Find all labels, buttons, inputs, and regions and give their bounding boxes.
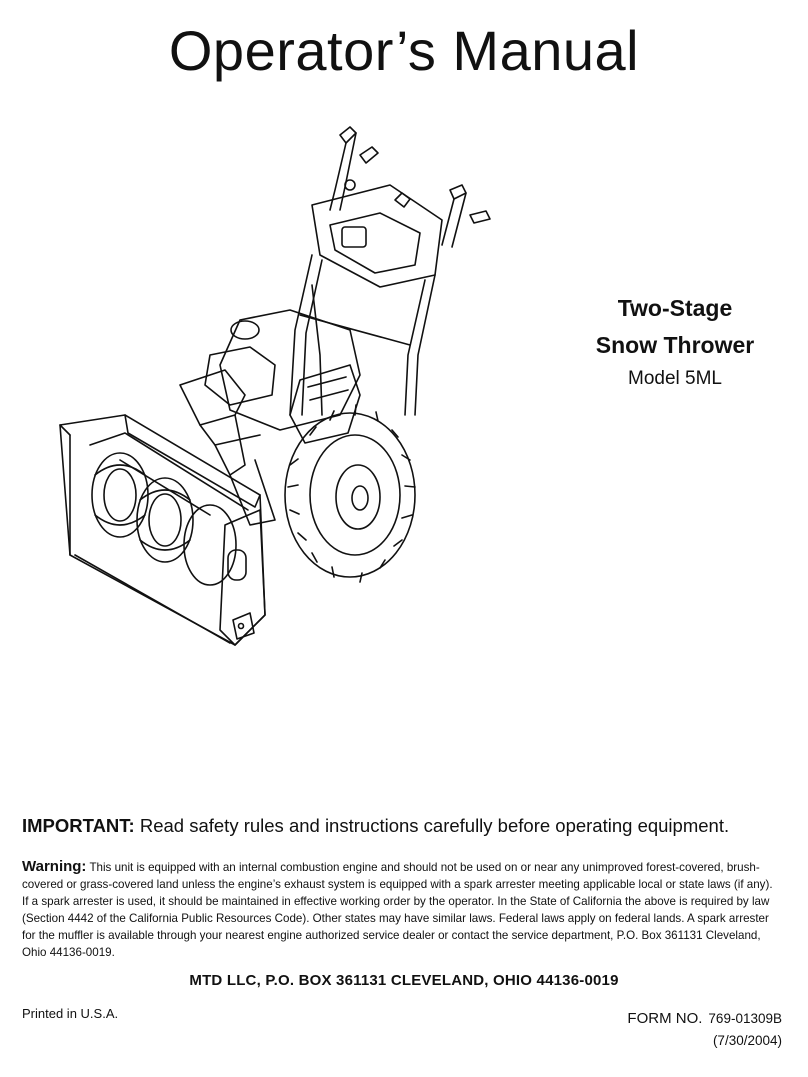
auger-housing (60, 415, 265, 645)
manual-title: Operator’s Manual (168, 19, 640, 82)
form-date: (7/30/2004) (712, 1033, 782, 1048)
product-type-line1: Two-Stage (617, 295, 733, 321)
warning-text: This unit is equipped with an internal combustion engine and should not be used on or near any unimproved forest-covered, brush-covered or grass-covered land unless the engine’s exhaust system is equipped with a spark arrester meeting applicable local or state laws (if any). If a spark arrester is used, it should be maintained in effective working order by the operator. In the State of California the above is required by law (Section 4442 of the California Public Resources Code). Other states may have similar laws. Federal laws apply on federal lands. A spark arrester for the muffler is available through your nearest engine authorized service dealer or contact the service department, P.O. Box 361131 Cleveland, Ohio 44136-0019. (22, 861, 773, 959)
control-panel (312, 180, 442, 287)
engine (205, 310, 360, 443)
important-text: Read safety rules and instructions carefully before operating equipment. (134, 815, 730, 836)
form-info (627, 1008, 782, 1052)
important-label: IMPORTANT: (22, 815, 135, 836)
snow-thrower-illustration (50, 115, 500, 675)
important-notice (22, 815, 792, 837)
wheel (285, 405, 415, 582)
warning-notice (22, 858, 782, 961)
company-address: MTD LLC, P.O. BOX 361131 CLEVELAND, OHIO 44136-0019 (189, 972, 619, 989)
form-number: 769-01309B (708, 1011, 782, 1026)
product-info (560, 290, 790, 390)
warning-label: Warning: (22, 858, 87, 875)
product-type-line2: Snow Thrower (595, 332, 755, 358)
product-model: Model 5ML (628, 368, 722, 389)
form-label: FORM NO. (627, 1010, 703, 1027)
printed-location: Printed in U.S.A. (22, 1006, 119, 1021)
